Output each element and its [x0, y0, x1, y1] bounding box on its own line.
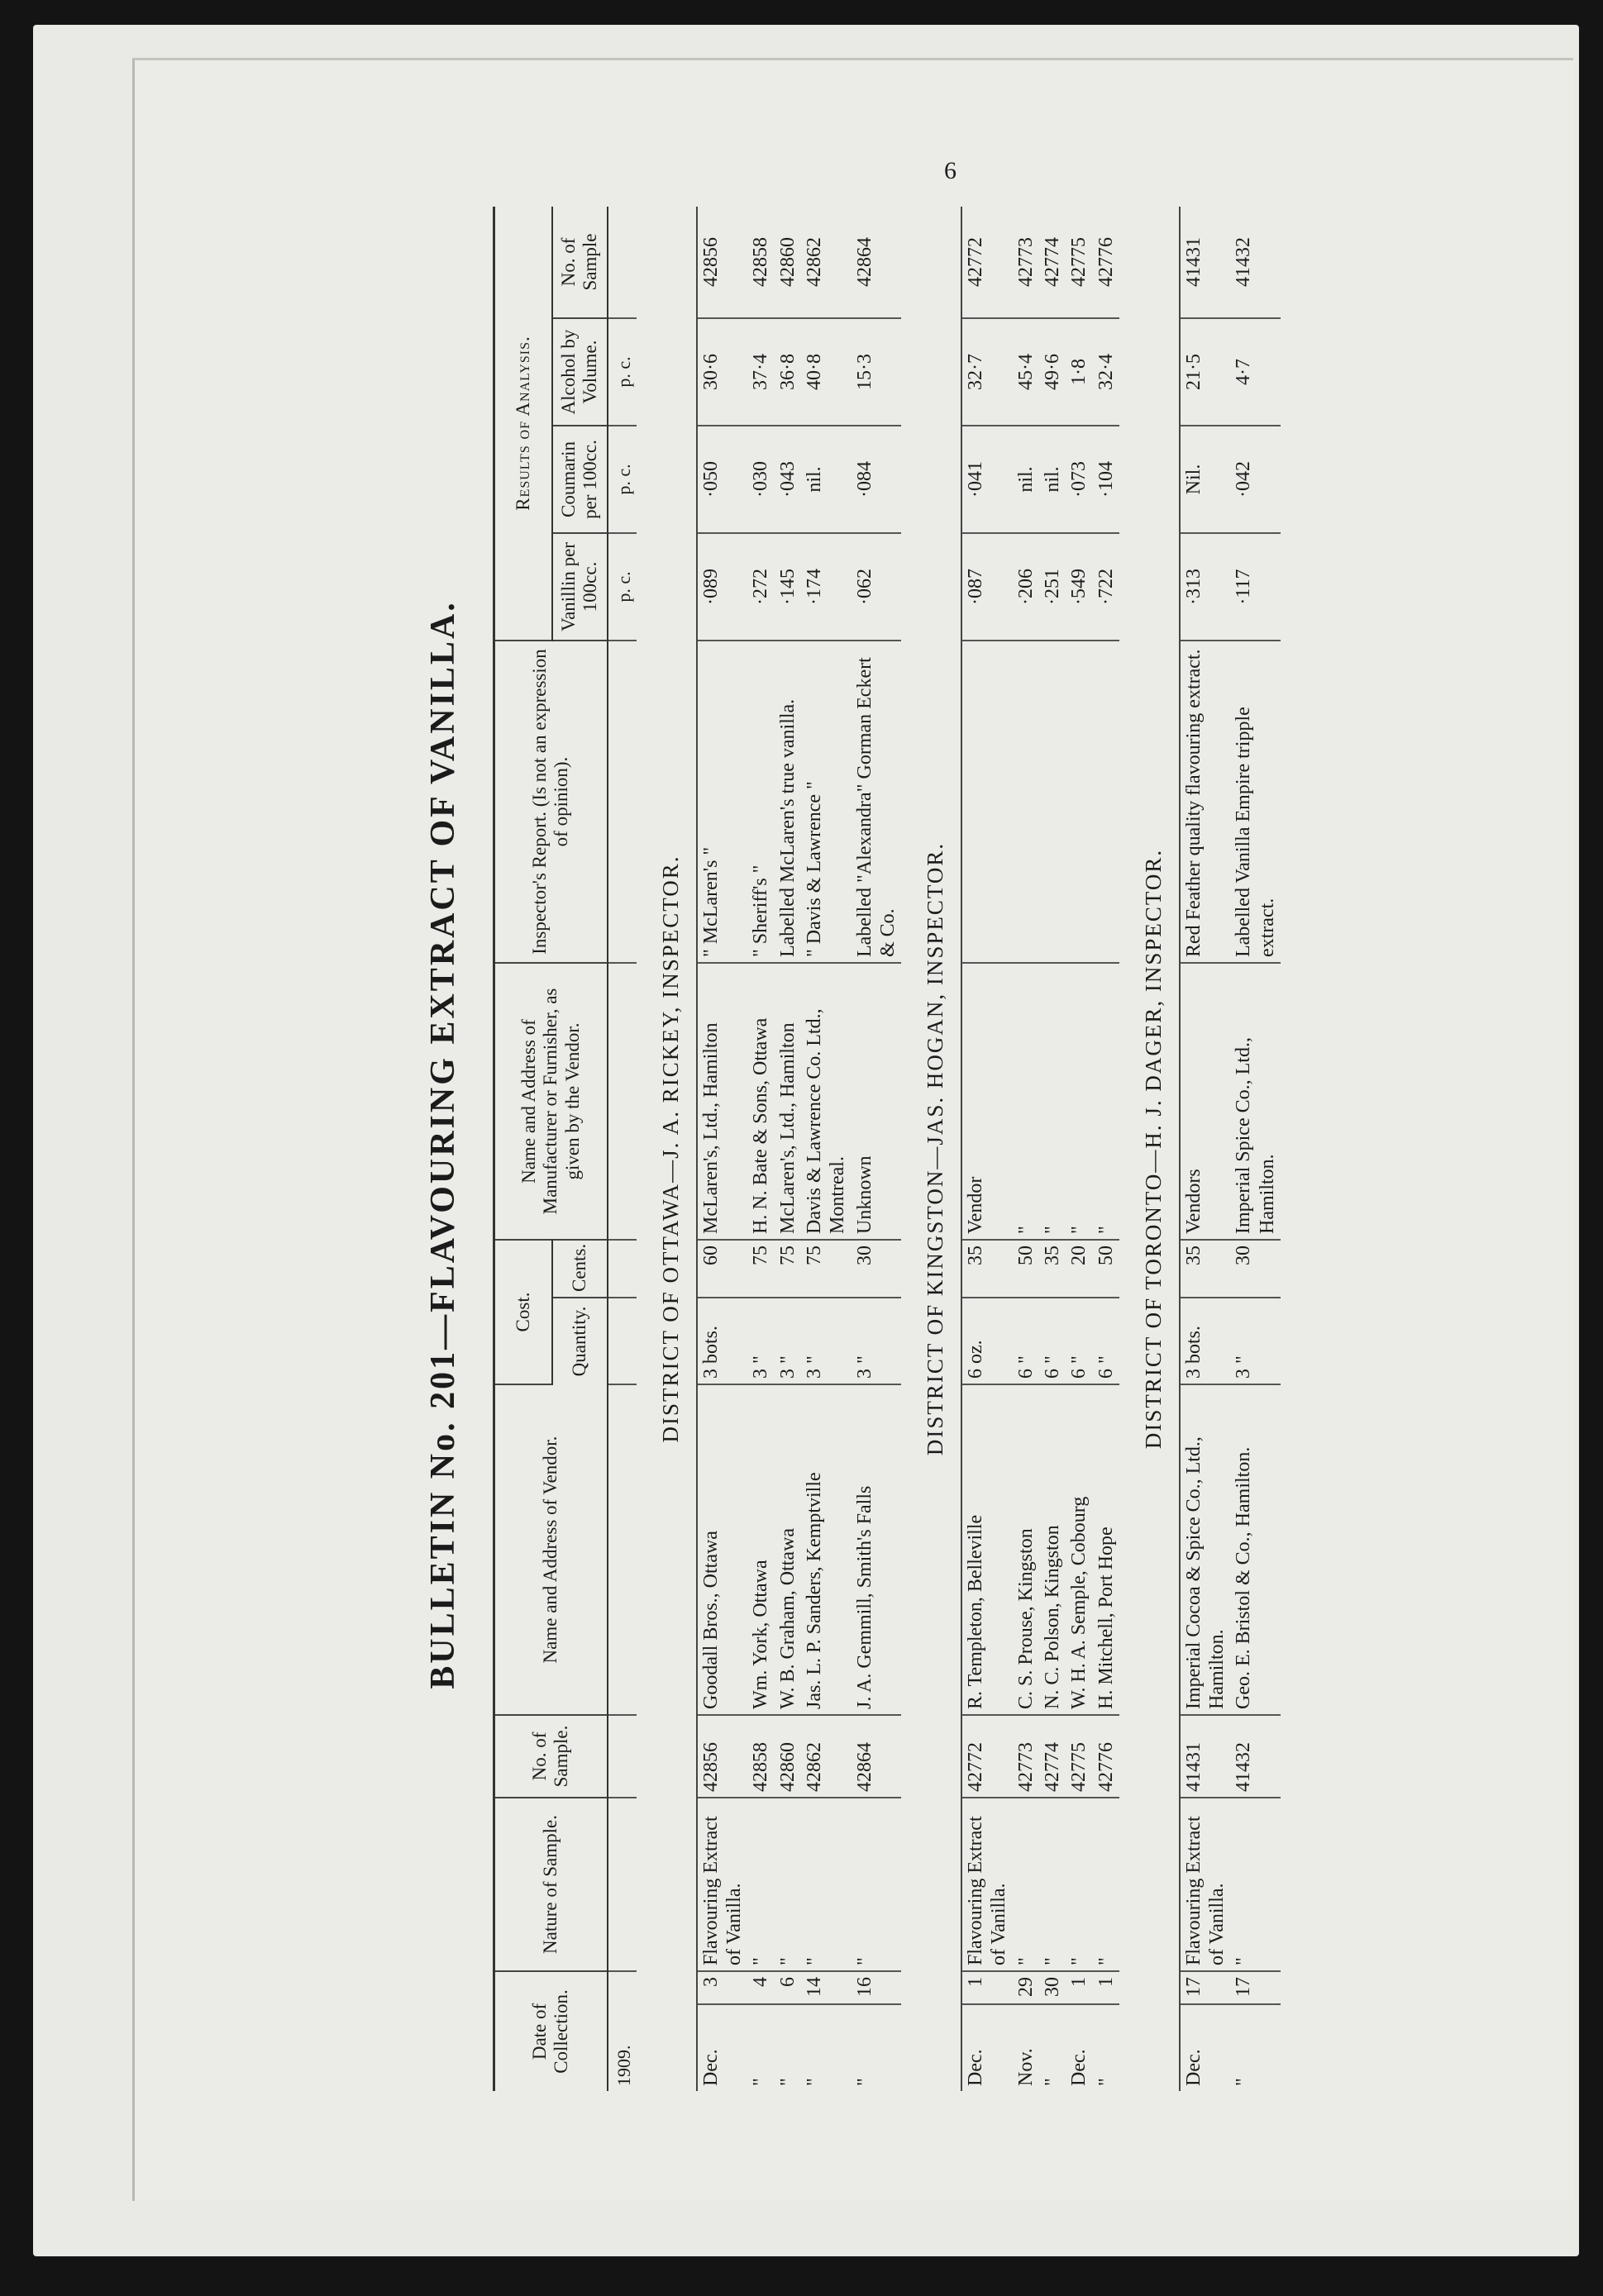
cell-sample: 42776	[1093, 1715, 1119, 1798]
cell-nature: Flavouring Extract of Vanilla.	[1180, 1798, 1231, 1971]
cell-sample: 41431	[1180, 1715, 1231, 1798]
cell-sample: 41432	[1230, 1715, 1281, 1798]
cell-mfr: Vendor	[961, 963, 1013, 1240]
header-sample-no-right: No. of Sample	[552, 207, 608, 318]
cell-coumarin: ·073	[1066, 426, 1092, 533]
cell-coumarin: Nil.	[1180, 426, 1231, 533]
cell-day: 3	[697, 1971, 748, 2004]
cell-month: "	[776, 2078, 799, 2086]
cell-vanillin: ·313	[1180, 533, 1231, 641]
district-heading	[637, 207, 697, 2091]
cell-sample-r: 42773	[1013, 207, 1039, 318]
cell-day: 16	[852, 1971, 902, 2004]
table-row	[775, 207, 801, 2091]
cell-coumarin: ·030	[747, 426, 774, 533]
cell-cents: 50	[1093, 1240, 1119, 1298]
header-results	[494, 207, 553, 641]
cell-coumarin: ·041	[961, 426, 1013, 533]
cell-alcohol: 36·8	[775, 318, 801, 426]
cell-mfr: "	[1066, 963, 1092, 1240]
cell-nature: "	[1013, 1798, 1039, 1971]
cell-vanillin: ·117	[1230, 533, 1281, 641]
header-sample-no: No. of Sample.	[494, 1715, 608, 1798]
cell-qty: 3 "	[801, 1298, 852, 1384]
cell-report	[1093, 641, 1119, 963]
cell-cents: 20	[1066, 1240, 1092, 1298]
cell-coumarin: ·050	[697, 426, 748, 533]
cell-mfr: Davis & Lawrence Co. Ltd., Montreal.	[801, 963, 852, 1240]
bulletin-title: BULLETIN No. 201—FLAVOURING EXTRACT OF VANILLA.	[424, 600, 462, 1689]
cell-day: 14	[801, 1971, 852, 2004]
cell-vendor: W. H. A. Semple, Cobourg	[1066, 1384, 1092, 1715]
cell-qty: 3 "	[852, 1298, 902, 1384]
cell-day: 29	[1013, 1971, 1039, 2004]
cell-day: 1	[1066, 1971, 1092, 2004]
cell-cents: 75	[747, 1240, 774, 1298]
cell-sample: 42856	[697, 1715, 748, 1798]
cell-sample-r: 42775	[1066, 207, 1092, 318]
cell-qty: 3 bots.	[697, 1298, 748, 1384]
cell-nature: "	[747, 1798, 774, 1971]
cell-month: "	[1041, 2078, 1063, 2086]
cell-vendor: C. S. Prouse, Kingston	[1013, 1384, 1039, 1715]
cell-report	[1066, 641, 1092, 963]
cell-nature: "	[1039, 1798, 1066, 1971]
cell-nature: Flavouring Extract of Vanilla.	[961, 1798, 1013, 1971]
cell-coumarin: nil.	[801, 426, 852, 533]
table-row	[852, 207, 902, 2091]
cell-report: Labelled "Alexandra" Gorman Eckert & Co.	[852, 641, 902, 963]
cell-vanillin: ·549	[1066, 533, 1092, 641]
cell-alcohol: 30·6	[697, 318, 748, 426]
cell-month: Nov.	[1014, 2048, 1037, 2086]
header-vendor: Name and Address of Vendor.	[494, 1384, 608, 1715]
table-row	[1093, 207, 1119, 2091]
cell-mfr: Imperial Spice Co., Ltd., Hamilton.	[1230, 963, 1281, 1240]
cell-mfr: Unknown	[852, 963, 902, 1240]
table-row	[801, 207, 852, 2091]
cell-nature: "	[1230, 1798, 1281, 1971]
table-row	[1180, 207, 1231, 2091]
cell-sample-r: 41431	[1180, 207, 1231, 318]
cell-vendor: R. Templeton, Belleville	[961, 1384, 1013, 1715]
cell-sample: 42774	[1039, 1715, 1066, 1798]
cell-mfr: McLaren's, Ltd., Hamilton	[775, 963, 801, 1240]
cell-mfr: "	[1013, 963, 1039, 1240]
table-row	[1039, 207, 1066, 2091]
table-row	[1230, 207, 1281, 2091]
cell-day: 30	[1039, 1971, 1066, 2004]
cell-qty: 6 oz.	[961, 1298, 1013, 1384]
cell-vanillin: ·089	[697, 533, 748, 641]
header-vanillin: Vanillin per 100cc.	[552, 533, 608, 641]
scanned-page	[33, 25, 1579, 2256]
cell-mfr: "	[1039, 963, 1066, 1240]
cell-sample: 42775	[1066, 1715, 1092, 1798]
cell-qty: 3 "	[747, 1298, 774, 1384]
cell-alcohol: 15·3	[852, 318, 902, 426]
cell-month: Dec.	[1182, 2049, 1205, 2086]
rotated-content	[413, 182, 1571, 2108]
cell-sample: 42864	[852, 1715, 902, 1798]
cell-qty: 6 "	[1093, 1298, 1119, 1384]
cell-vanillin: ·722	[1093, 533, 1119, 641]
cell-month: "	[803, 2078, 825, 2086]
cell-report: Labelled Vanilla Empire tripple extract.	[1230, 641, 1281, 963]
cell-sample-r: 41432	[1230, 207, 1281, 318]
cell-report: Labelled McLaren's true vanilla.	[775, 641, 801, 963]
cell-sample-r: 42860	[775, 207, 801, 318]
cell-vanillin: ·174	[801, 533, 852, 641]
cell-report: " Sheriff's "	[747, 641, 774, 963]
cell-vendor: J. A. Gemmill, Smith's Falls	[852, 1384, 902, 1715]
cell-nature: Flavouring Extract of Vanilla.	[697, 1798, 748, 1971]
cell-cents: 30	[852, 1240, 902, 1298]
cell-cents: 35	[1180, 1240, 1231, 1298]
unit-vanillin: p. c.	[608, 533, 637, 641]
cell-cents: 50	[1013, 1240, 1039, 1298]
cell-day: 17	[1230, 1971, 1281, 2004]
cell-vanillin: ·272	[747, 533, 774, 641]
cell-day: 6	[775, 1971, 801, 2004]
cell-sample: 42858	[747, 1715, 774, 1798]
cell-nature: "	[1093, 1798, 1119, 1971]
cell-report: " McLaren's "	[697, 641, 748, 963]
cell-month: "	[853, 2078, 875, 2086]
cell-sample-r: 42776	[1093, 207, 1119, 318]
cell-qty: 3 bots.	[1180, 1298, 1231, 1384]
cell-vendor: W. B. Graham, Ottawa	[775, 1384, 801, 1715]
cell-month: Dec.	[965, 2049, 987, 2086]
header-quantity: Quantity.	[552, 1298, 608, 1384]
district-title: DISTRICT OF TORONTO—H. J. DAGER, INSPECTOR.	[1119, 207, 1180, 2091]
cell-alcohol: 49·6	[1039, 318, 1066, 426]
cell-month: "	[1095, 2078, 1117, 2086]
district-title: DISTRICT OF KINGSTON—JAS. HOGAN, INSPECTOR.	[901, 207, 961, 2091]
cell-sample: 42773	[1013, 1715, 1039, 1798]
cell-qty: 3 "	[775, 1298, 801, 1384]
cell-month: Dec.	[1068, 2049, 1090, 2086]
table-row	[1066, 207, 1092, 2091]
header-report: Inspector's Report. (Is not an expression of opinion).	[494, 641, 608, 963]
cell-coumarin: ·043	[775, 426, 801, 533]
district-title: DISTRICT OF OTTAWA—J. A. RICKEY, INSPECTOR.	[637, 207, 697, 2091]
cell-nature: "	[801, 1798, 852, 1971]
cell-vendor: Goodall Bros., Ottawa	[697, 1384, 748, 1715]
cell-mfr: Vendors	[1180, 963, 1231, 1240]
cell-sample-r: 42774	[1039, 207, 1066, 318]
cell-alcohol: 21·5	[1180, 318, 1231, 426]
cell-day: 17	[1180, 1971, 1231, 2004]
cell-vanillin: ·251	[1039, 533, 1066, 641]
cell-nature: "	[775, 1798, 801, 1971]
cell-mfr: "	[1093, 963, 1119, 1240]
header-cost: Cost.	[494, 1240, 553, 1384]
district-heading	[901, 207, 961, 2091]
header-date: Date of Collection.	[494, 1971, 608, 2091]
cell-coumarin: ·084	[852, 426, 902, 533]
cell-qty: 6 "	[1013, 1298, 1039, 1384]
cell-month: "	[1233, 2078, 1255, 2086]
cell-vanillin: ·145	[775, 533, 801, 641]
cell-cents: 35	[1039, 1240, 1066, 1298]
table-row	[697, 207, 748, 2091]
cell-coumarin: ·042	[1230, 426, 1281, 533]
cell-report: " Davis & Lawrence "	[801, 641, 852, 963]
unit-coumarin: p. c.	[608, 426, 637, 533]
cell-day: 1	[961, 1971, 1013, 2004]
cell-sample: 42860	[775, 1715, 801, 1798]
cell-qty: 6 "	[1066, 1298, 1092, 1384]
cell-vanillin: ·206	[1013, 533, 1039, 641]
cell-mfr: McLaren's, Ltd., Hamilton	[697, 963, 748, 1240]
district-heading	[1119, 207, 1180, 2091]
cell-alcohol: 40·8	[801, 318, 852, 426]
cell-report	[961, 641, 1013, 963]
cell-vendor: Geo. E. Bristol & Co., Hamilton.	[1230, 1384, 1281, 1715]
cell-sample-r: 42864	[852, 207, 902, 318]
cell-vanillin: ·087	[961, 533, 1013, 641]
cell-report	[1013, 641, 1039, 963]
unit-alcohol: p. c.	[608, 318, 637, 426]
cell-alcohol: 37·4	[747, 318, 774, 426]
cell-vendor: H. Mitchell, Port Hope	[1093, 1384, 1119, 1715]
header-manufacturer: Name and Address of Manufacturer or Furnisher, as given by the Vendor.	[494, 963, 608, 1240]
header-alcohol: Alcohol by Volume.	[552, 318, 608, 426]
cell-sample: 42862	[801, 1715, 852, 1798]
cell-day: 1	[1093, 1971, 1119, 2004]
cell-vanillin: ·062	[852, 533, 902, 641]
cell-nature: "	[1066, 1798, 1092, 1971]
cell-coumarin: ·104	[1093, 426, 1119, 533]
cell-sample-r: 42772	[961, 207, 1013, 318]
cell-cents: 30	[1230, 1240, 1281, 1298]
table-row	[747, 207, 774, 2091]
cell-alcohol: 32·7	[961, 318, 1013, 426]
cell-sample-r: 42856	[697, 207, 748, 318]
cell-report: Red Feather quality flavouring extract.	[1180, 641, 1231, 963]
year-label: 1909.	[613, 2045, 634, 2086]
cell-mfr: H. N. Bate & Sons, Ottawa	[747, 963, 774, 1240]
cell-day: 4	[747, 1971, 774, 2004]
cell-cents: 75	[775, 1240, 801, 1298]
cell-vendor: N. C. Polson, Kingston	[1039, 1384, 1066, 1715]
cell-coumarin: nil.	[1039, 426, 1066, 533]
header-nature: Nature of Sample.	[494, 1798, 608, 1971]
cell-qty: 6 "	[1039, 1298, 1066, 1384]
cell-cents: 60	[697, 1240, 748, 1298]
header-cents: Cents.	[552, 1240, 608, 1298]
cell-month: "	[750, 2078, 772, 2086]
cell-sample-r: 42862	[801, 207, 852, 318]
table-row	[961, 207, 1013, 2091]
cell-nature: "	[852, 1798, 902, 1971]
cell-cents: 75	[801, 1240, 852, 1298]
header-coumarin: Coumarin per 100cc.	[552, 426, 608, 533]
cell-qty: 3 "	[1230, 1298, 1281, 1384]
cell-cents: 35	[961, 1240, 1013, 1298]
cell-vendor: Wm. York, Ottawa	[747, 1384, 774, 1715]
page-number: 6	[944, 157, 957, 184]
cell-alcohol: 45·4	[1013, 318, 1039, 426]
cell-month: Dec.	[699, 2049, 722, 2086]
header-results-text: Results of Analysis.	[512, 336, 533, 511]
cell-sample-r: 42858	[747, 207, 774, 318]
cell-alcohol: 1·8	[1066, 318, 1092, 426]
cell-alcohol: 32·4	[1093, 318, 1119, 426]
cell-vendor: Imperial Cocoa & Spice Co., Ltd., Hamilton.	[1180, 1384, 1231, 1715]
cell-sample: 42772	[961, 1715, 1013, 1798]
cell-vendor: Jas. L. P. Sanders, Kemptville	[801, 1384, 852, 1715]
cell-report	[1039, 641, 1066, 963]
cell-alcohol: 4·7	[1230, 318, 1281, 426]
cell-coumarin: nil.	[1013, 426, 1039, 533]
analysis-table	[493, 207, 1281, 2091]
table-row	[1013, 207, 1039, 2091]
